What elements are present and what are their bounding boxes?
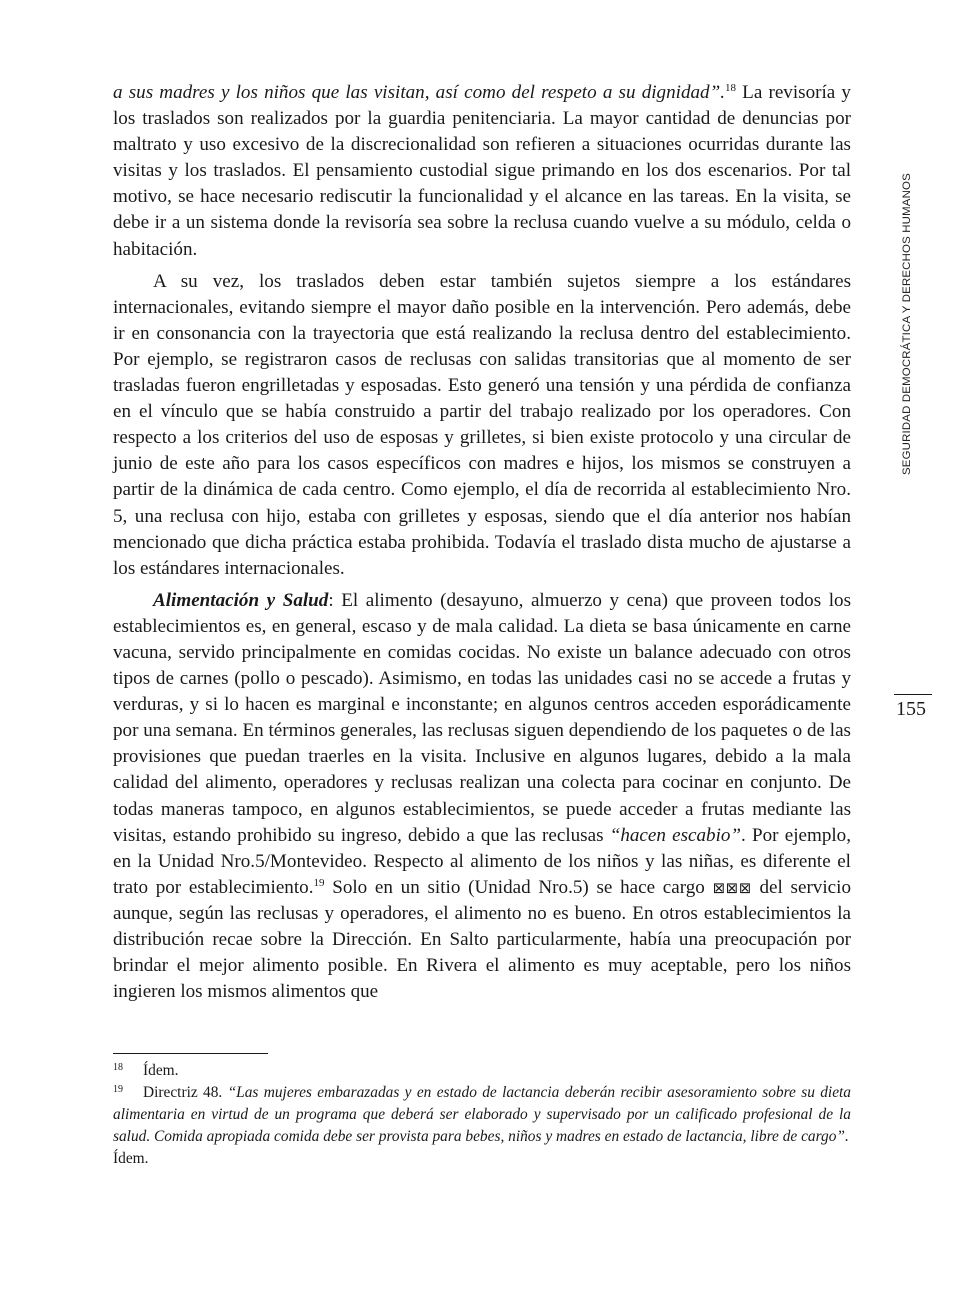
page-number-rule — [894, 694, 932, 695]
quote-italic: “hacen escabio” — [609, 824, 742, 846]
page-number: 155 — [896, 698, 926, 720]
footnote-ref-19: 19 — [313, 876, 325, 889]
footnote-quote: “Las mujeres embarazadas y en estado de lactancia deberán recibir asesoramiento sobre su dieta alimentaria en virtud de un programa que deberá ser elaborado y supervisado por un calificado profesional de la salud. Comida apropiada comida debe ser provista para bebes, niños y madres en estado de lactancia, libre de cargo”. — [113, 1084, 852, 1145]
footnote-text: Ídem. — [143, 1062, 179, 1079]
paragraph-1-text: La revisoría y los traslados son realizados por la guardia penitenciaria. La mayor cantidad de denuncias por maltrato y uso excesivo de la discrecionalidad son refieren a situaciones ocurridas durante las visitas y los traslados. El pensamiento custodial sigue primando en los dos escenarios. Por tal motivo, se hace necesario rediscutir la funcionalidad y el alcance en las tareas. En la visita, se debe ir a un sistema donde la revisoría sea sobre la reclusa cuando vuelve a su módulo, celda o habitación. — [113, 82, 851, 260]
paragraph-2-text: A su vez, los traslados deben estar también sujetos siempre a los estándares internacionales, evitando siempre el mayor daño posible en la intervención. Pero además, debe ir en consonancia con la trayectoria que está realizando la reclusa dentro del establecimiento. Por ejemplo, se registraron casos de reclusas con salidas transitorias que al momento de ser trasladas fueron engrilletadas y esposadas. Esto generó una tensión y una pérdida de confianza en el vínculo que se había construido a partir del trabajo realizado por los operadores. Con respecto a los criterios del uso de esposas y grilletes, si bien existe protocolo y una circular de junio de este año para los casos específicos con madres e hijos, los mismos se construyen a partir de la dinámica de cada centro. Como ejemplo, el día de recorrida al establecimiento Nro. 5, una reclusa con hijo, estaba con grilletes y esposas, siendo que el día anterior nos habían mencionado que dicha práctica estaba prohibida. Todavía el traslado dista mucho de ajustarse a los estándares internacionales. — [113, 270, 851, 579]
footnote-tail: Ídem. — [113, 1150, 149, 1167]
paragraph-3-text-b: . Por ejemplo, en la Unidad Nro.5/Montevideo. Respecto al alimento de los niños y las niñas, es diferente el trato por establecimiento. — [113, 824, 851, 898]
footnote-lead: Directriz 48. — [143, 1084, 228, 1101]
paragraph-3-text-d: del servicio aunque, según las reclusas y operadores, el alimento no es bueno. En otros establecimientos la distribución recae sobre la Dirección. En Salto particularmente, había una preocupación por brindar el mejor alimento posible. En Rivera el alimento es muy aceptable, pero los niños ingieren los mismos alimentos que — [113, 876, 851, 1003]
section-heading: Alimentación y Salud — [153, 589, 329, 611]
paragraph-2 — [113, 269, 851, 582]
body-text — [113, 80, 851, 1011]
paragraph-1 — [113, 80, 851, 263]
footnote-ref-18: 18 — [724, 82, 736, 94]
running-header: SEGURIDAD DEMOCRÁTICA Y DERECHOS HUMANOS — [901, 173, 913, 475]
quote-italic: a sus madres y los niños que las visitan, así como del respeto a su dignidad”. — [113, 82, 725, 103]
footnote-18: 18 Ídem. — [113, 1062, 179, 1079]
paragraph-3-text-a: : El alimento (desayuno, almuerzo y cena) que proveen todos los establecimientos es, en general, escaso y de mala calidad. La dieta se basa únicamente en carne vacuna, servido principalmente en comidas cocidas. No existe un balance adecuado con otros tipos de carnes (pollo o pescado). Asimismo, en todas las unidades casi no se accede a frutas y verduras, y si lo hacen es marginal e inconstante; en algunos centros acceden esporádicamente por una semana. En términos generales, las reclusas siguen dependiendo de los paquetes o de las provisiones que puedan traerles en la visita. Inclusive en algunos lugares, debido a la mala calidad del alimento, operadores y reclusas realizan una colecta para cocinar en conjunto. De todas maneras tampoco, en algunos establecimientos, se puede acceder a frutas mediante las visitas, estando prohibido su ingreso, debido a que las reclusas — [113, 589, 851, 846]
footnote-19: 19 Directriz 48. “Las mujeres embarazadas y en estado de lactancia deberán recibir asesoramiento sobre su dieta alimentaria en virtud de un programa que deberá ser elaborado y supervisado por un calificado profesional de la salud. Comida apropiada comida debe ser provista para bebes, niños y madres en estado de lactancia, libre de cargo”. Ídem. — [113, 1084, 852, 1167]
paragraph-3-text-c: Solo en un sitio (Unidad Nro.5) se hace cargo — [324, 876, 713, 898]
paragraph-3 — [113, 588, 851, 1006]
missing-glyphs: ⊠⊠⊠ — [712, 878, 752, 897]
footnotes — [113, 1060, 851, 1170]
footnote-rule — [113, 1053, 268, 1054]
